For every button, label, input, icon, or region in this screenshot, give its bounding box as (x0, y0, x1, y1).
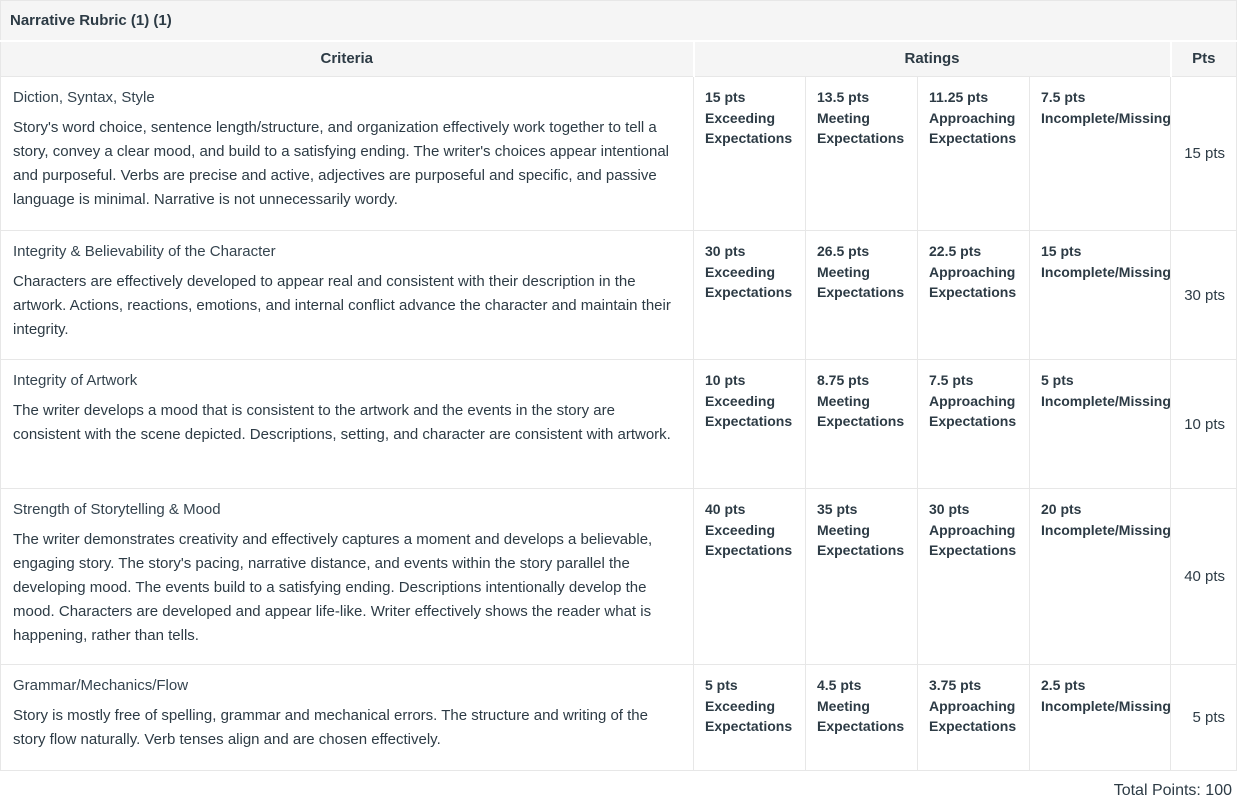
rating-points: 5 pts (705, 677, 738, 693)
rating-points: 15 pts (1041, 243, 1082, 259)
rating-points: 8.75 pts (817, 372, 870, 388)
rating-points: 10 pts (705, 372, 746, 388)
rating-label: Approaching Expectations (929, 264, 1017, 300)
rating-cell (918, 231, 1030, 360)
rating-label: Exceeding Expectations (705, 110, 793, 146)
rating-points: 40 pts (705, 501, 746, 517)
rating-label: Incomplete/Missing (1041, 110, 1171, 126)
rating-cell (806, 77, 918, 231)
criterion-total-pts: 30 pts (1171, 231, 1237, 360)
rating-cell (1030, 360, 1171, 489)
rating-label: Approaching Expectations (929, 393, 1017, 429)
rating-label: Approaching Expectations (929, 698, 1017, 734)
rating-label: Approaching Expectations (929, 522, 1017, 558)
rating-label: Incomplete/Missing (1041, 698, 1171, 714)
rubric-row-strength-of-storytelling (1, 489, 1237, 665)
criterion-description: Story's word choice, sentence length/structure, and organization effectively work together to tell a story, convey a clear mood, and build to a satisfying ending. The writer's choices appear intentional and purposeful. Verbs are precise and active, adjectives are purposeful and specific, and passive language is minimal. Narrative is not unnecessarily wordy. (13, 119, 670, 208)
rating-points: 22.5 pts (929, 243, 982, 259)
rating-label: Meeting Expectations (817, 698, 905, 734)
rating-points: 7.5 pts (929, 372, 974, 388)
criterion-description: The writer demonstrates creativity and effectively captures a moment and develops a believable, engaging story. The story's pacing, narrative distance, and events within the story parallel the developing mood. The events build to a satisfying ending. Descriptions intentionally develop the mood. Characters are developed and appear life-like. Writer effectively shows the reader what is happening, rather than tells. (13, 531, 653, 644)
rating-cell (806, 360, 918, 489)
rubric-row-integrity-believability (1, 231, 1237, 360)
rating-points: 5 pts (1041, 372, 1074, 388)
rating-label: Meeting Expectations (817, 393, 905, 429)
rubric-title: Narrative Rubric (1) (1) (1, 1, 1237, 41)
rubric-row-grammar-mechanics-flow (1, 665, 1237, 771)
rating-label: Exceeding Expectations (705, 522, 793, 558)
rating-label: Incomplete/Missing (1041, 264, 1171, 280)
rating-points: 35 pts (817, 501, 858, 517)
rating-points: 3.75 pts (929, 677, 982, 693)
rating-points: 15 pts (705, 89, 746, 105)
criterion-cell (1, 77, 694, 231)
criterion-cell (1, 489, 694, 665)
rating-cell (918, 77, 1030, 231)
rating-cell (918, 665, 1030, 771)
rating-cell (1030, 489, 1171, 665)
rating-cell (694, 77, 806, 231)
criterion-description: Characters are effectively developed to appear real and consistent with their description in the artwork. Actions, reactions, emotions, and internal conflict advance the character and maintain their integrity. (13, 273, 671, 338)
rubric-row-integrity-of-artwork (1, 360, 1237, 489)
criterion-title: Diction, Syntax, Style (13, 89, 155, 106)
rating-cell (1030, 77, 1171, 231)
rating-label: Incomplete/Missing (1041, 393, 1171, 409)
criterion-title: Integrity of Artwork (13, 372, 138, 389)
criterion-description: The writer develops a mood that is consistent to the artwork and the events in the story are consistent with the scene depicted. Descriptions, setting, and character are consistent with artwork. (13, 402, 671, 443)
criterion-total-pts: 40 pts (1171, 489, 1237, 665)
rating-label: Exceeding Expectations (705, 698, 793, 734)
rubric-row-diction-syntax-style (1, 77, 1237, 231)
rating-points: 2.5 pts (1041, 677, 1086, 693)
total-points: Total Points: 100 (1113, 782, 1232, 799)
criterion-cell (1, 665, 694, 771)
rating-cell (694, 489, 806, 665)
column-header-criteria: Criteria (1, 41, 694, 77)
rating-cell (694, 360, 806, 489)
rating-points: 11.25 pts (929, 89, 989, 105)
rating-points: 30 pts (705, 243, 746, 259)
rating-label: Meeting Expectations (817, 522, 905, 558)
rating-label: Incomplete/Missing (1041, 522, 1171, 538)
rating-points: 4.5 pts (817, 677, 862, 693)
criterion-title: Grammar/Mechanics/Flow (13, 677, 189, 694)
criterion-total-pts: 15 pts (1171, 77, 1237, 231)
rating-cell (806, 231, 918, 360)
rating-cell (806, 489, 918, 665)
rating-points: 26.5 pts (817, 243, 870, 259)
criterion-cell (1, 360, 694, 489)
criterion-total-pts: 5 pts (1171, 665, 1237, 771)
rating-cell (694, 665, 806, 771)
rating-cell (694, 231, 806, 360)
rating-label: Exceeding Expectations (705, 393, 793, 429)
rating-label: Meeting Expectations (817, 264, 905, 300)
criterion-title: Integrity & Believability of the Character (13, 243, 276, 260)
criterion-title: Strength of Storytelling & Mood (13, 501, 221, 518)
criterion-description: Story is mostly free of spelling, grammar and mechanical errors. The structure and writing of the story flow naturally. Verb tenses align and are chosen effectively. (13, 707, 648, 748)
rating-label: Exceeding Expectations (705, 264, 793, 300)
rating-cell (1030, 665, 1171, 771)
rating-label: Meeting Expectations (817, 110, 905, 146)
column-header-pts: Pts (1171, 41, 1237, 77)
rating-cell (806, 665, 918, 771)
criterion-cell (1, 231, 694, 360)
rating-cell (918, 360, 1030, 489)
column-header-ratings: Ratings (694, 41, 1171, 77)
rating-points: 30 pts (929, 501, 970, 517)
rating-points: 20 pts (1041, 501, 1082, 517)
rating-points: 13.5 pts (817, 89, 870, 105)
rating-points: 7.5 pts (1041, 89, 1086, 105)
rating-cell (1030, 231, 1171, 360)
rating-label: Approaching Expectations (929, 110, 1017, 146)
rating-cell (918, 489, 1030, 665)
criterion-total-pts: 10 pts (1171, 360, 1237, 489)
